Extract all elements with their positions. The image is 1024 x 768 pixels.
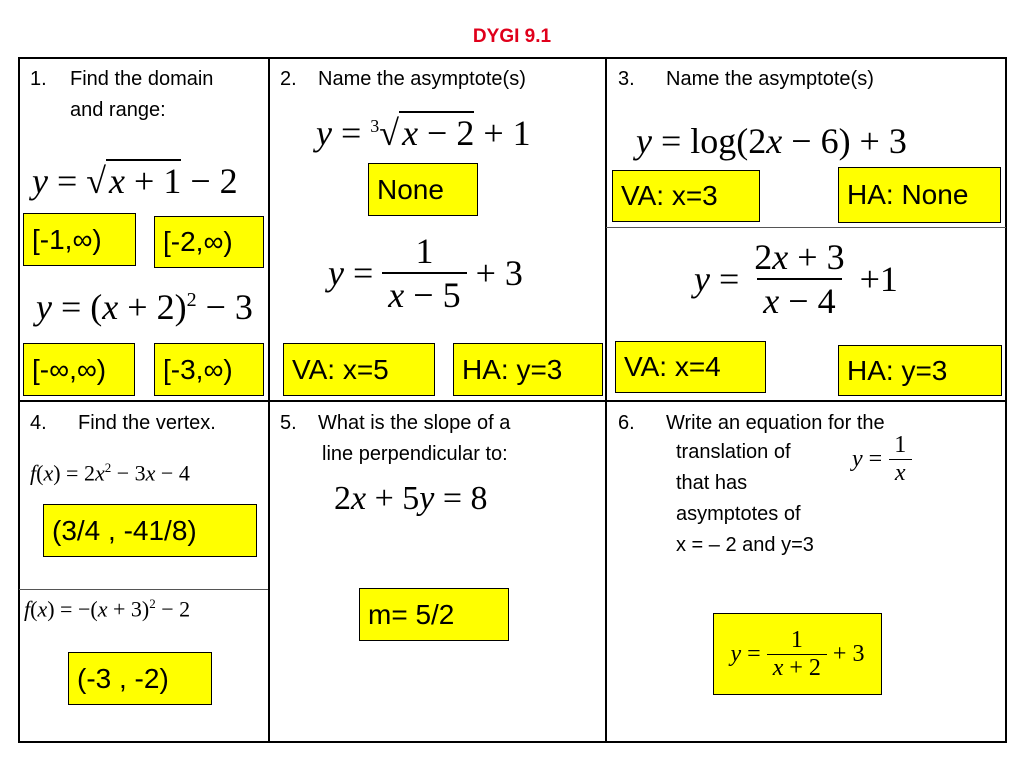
question-prompt: line perpendicular to: bbox=[322, 443, 508, 465]
equation: y = $\frac{1}{x}$ bbox=[852, 432, 912, 487]
question-prompt: that has bbox=[676, 472, 748, 494]
answer-box: [-3,∞) bbox=[154, 343, 264, 396]
answer-box: HA: None bbox=[838, 167, 1001, 223]
question-prompt: translation of bbox=[676, 441, 791, 463]
equation: y = $^3$√x − 2 + 1 bbox=[316, 113, 531, 153]
equation: 2x + 5y = 8 bbox=[334, 480, 488, 517]
answer-box: HA: y=3 bbox=[453, 343, 603, 396]
question-number: 1. bbox=[30, 68, 47, 90]
question-prompt: Name the asymptote(s) bbox=[666, 68, 874, 90]
answer-box: VA: x=3 bbox=[612, 170, 760, 222]
page-title: DYGI 9.1 bbox=[472, 26, 552, 47]
answer-box: HA: y=3 bbox=[838, 345, 1002, 396]
question-number: 6. bbox=[618, 412, 635, 434]
question-prompt: and range: bbox=[70, 99, 166, 121]
equation: y = log(2x − 6) + 3 bbox=[636, 121, 907, 161]
grid-divider bbox=[606, 227, 1006, 228]
question-prompt: Name the asymptote(s) bbox=[318, 68, 526, 90]
question-number: 5. bbox=[280, 412, 297, 434]
question-prompt: Write an equation for the bbox=[666, 412, 885, 434]
answer-box: [-1,∞) bbox=[23, 213, 136, 266]
answer-box: [-∞,∞) bbox=[23, 343, 135, 396]
answer-box: [-2,∞) bbox=[154, 216, 264, 268]
equation: y = $\frac{1}{x - 5}$ + 3 bbox=[328, 231, 523, 315]
question-prompt: Find the vertex. bbox=[78, 412, 216, 434]
answer-box: VA: x=5 bbox=[283, 343, 435, 396]
question-prompt: Find the domain bbox=[70, 68, 214, 90]
question-number: 4. bbox=[30, 412, 47, 434]
question-prompt: asymptotes of bbox=[676, 503, 801, 525]
answer-box: (-3 , -2) bbox=[68, 652, 212, 705]
equation: $f(x) = -(x + 3)^2 - 2$ bbox=[24, 596, 191, 622]
answer-box: VA: x=4 bbox=[615, 341, 766, 393]
question-number: 3. bbox=[618, 68, 635, 90]
equation: $f(x) = 2x^2 - 3x - 4$ bbox=[30, 460, 190, 486]
equation: $y = (x + 2)^2 - 3$ bbox=[36, 287, 253, 327]
grid-divider bbox=[18, 400, 1007, 402]
equation: y = √x + 1 − 2 bbox=[32, 161, 238, 201]
question-prompt: What is the slope of a bbox=[318, 412, 511, 434]
answer-box: m= 5/2 bbox=[359, 588, 509, 641]
question-number: 2. bbox=[280, 68, 297, 90]
question-prompt: x = – 2 and y=3 bbox=[676, 534, 814, 556]
equation: y = $\frac{2x + 3}{x - 4}$ +1 bbox=[694, 237, 898, 321]
grid-divider bbox=[19, 589, 268, 590]
answer-equation: y = $\frac{1}{x + 2}$ + 3 bbox=[730, 626, 865, 681]
answer-box: None bbox=[368, 163, 478, 216]
answer-box: (3/4 , -41/8) bbox=[43, 504, 257, 557]
answer-box bbox=[713, 613, 882, 695]
